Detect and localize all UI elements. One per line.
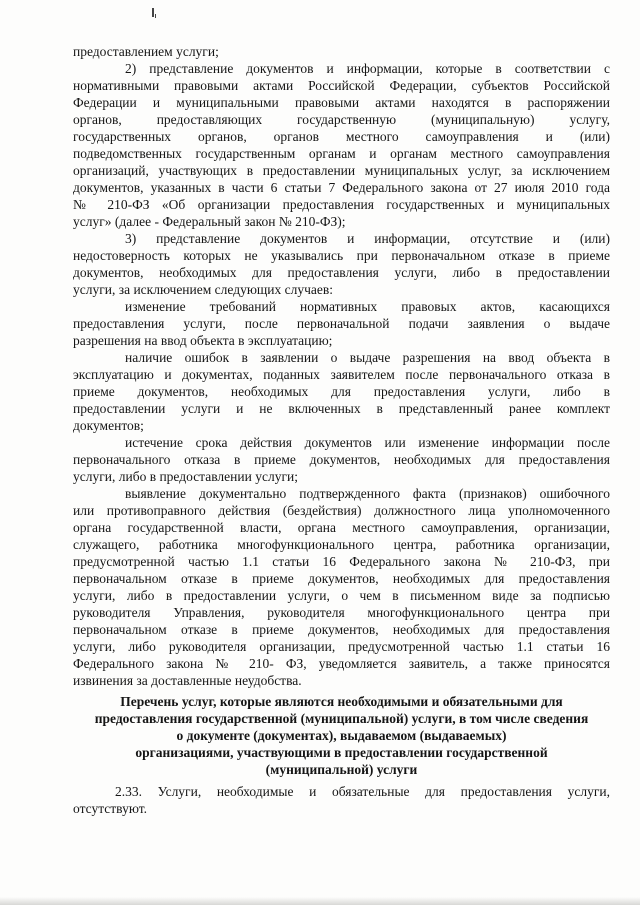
text-line: услуги, либо в предоставлении услуги, о чем в письменном виде за подписью bbox=[73, 588, 610, 603]
text-line: изменение требований нормативных правовых актов, касающихся bbox=[125, 299, 610, 314]
text-line: служащего, работника многофункционального центра, работника организации, bbox=[73, 537, 610, 552]
text-line: приеме документов, необходимых для предоставления услуги, либо в bbox=[73, 384, 610, 399]
text-line: извинения за доставленные неудобства. bbox=[73, 673, 302, 688]
text-line: выявление документально подтвержденного факта (признаков) ошибочного bbox=[125, 486, 610, 501]
scan-speck bbox=[152, 8, 154, 17]
text-line: органов, предоставляющих государственную (муниципальную) услугу, bbox=[73, 112, 610, 127]
text-line: первоначальном отказе в приеме документов, необходимых для предоставления bbox=[73, 622, 610, 637]
text-line: 3) представление документов и информации, отсутствие и (или) bbox=[125, 231, 610, 246]
heading-line: Перечень услуг, которые являются необходимыми и обязательными для bbox=[120, 694, 563, 709]
text-line: предоставлении услуги и не включенных в представленный ранее комплект bbox=[73, 401, 610, 416]
text-line: наличие ошибок в заявлении о выдаче разрешения на ввод объекта в bbox=[125, 350, 610, 365]
scan-speck bbox=[155, 14, 156, 18]
text-line: услуги, за исключением следующих случаев: bbox=[73, 282, 334, 297]
text-line: или противоправного действия (бездействия) должностного лица уполномоченного bbox=[73, 503, 610, 518]
text-line: услуги, либо в предоставлении услуги; bbox=[73, 469, 298, 484]
text-line: руководителя Управления, руководителя многофункционального центра при bbox=[73, 605, 610, 620]
text-line: 2.33. Услуги, необходимые и обязательные для предоставления услуги, bbox=[115, 784, 610, 799]
text-line: подведомственных государственным органам и органам местного самоуправления bbox=[73, 146, 610, 161]
text-line: разрешения на ввод объекта в эксплуатацию; bbox=[73, 333, 333, 348]
text-line: первоначальном отказе в приеме документов, необходимых для предоставления bbox=[73, 571, 610, 586]
text-line: истечение срока действия документов или изменение информации после bbox=[125, 435, 610, 450]
text-line: организаций, участвующих в предоставлении муниципальных услуг, за исключением bbox=[73, 163, 610, 178]
text-line: 2) представление документов и информации, которые в соответствии с bbox=[125, 61, 610, 76]
heading-line: предоставления государственной (муниципальной) услуги, в том числе сведения bbox=[94, 711, 589, 726]
text-line: Федерации и муниципальными правовыми актами находятся в распоряжении bbox=[73, 95, 610, 110]
scan-edge bbox=[0, 897, 640, 905]
text-line: предоставлением услуги; bbox=[73, 44, 219, 59]
text-line: государственных органов, органов местного самоуправления и (или) bbox=[73, 129, 610, 144]
heading-line: организациями, участвующими в предоставлении государственной bbox=[135, 745, 548, 760]
text-line: нормативными правовыми актами Российской Федерации, субъектов Российской bbox=[73, 78, 610, 93]
heading-line: (муниципальной) услуги bbox=[265, 762, 418, 777]
text-line: услуги, либо руководителя организации, предусмотренной частью 1.1 статьи 16 bbox=[73, 639, 610, 654]
text-line: недостоверность которых не указывались при первоначальном отказе в приеме bbox=[73, 248, 610, 263]
text-line: Федерального закона № 210- ФЗ, уведомляется заявитель, а также приносятся bbox=[73, 656, 610, 671]
heading-line: о документе (документах), выдаваемом (выдаваемых) bbox=[176, 728, 507, 743]
text-line: услуг» (далее - Федеральный закон № 210-ФЗ); bbox=[73, 214, 346, 229]
text-line: отсутствуют. bbox=[73, 801, 147, 816]
text-line: предусмотренной частью 1.1 статьи 16 Федерального закона № 210-ФЗ, при bbox=[73, 554, 610, 569]
text-line: документов, необходимых для предоставления услуги, либо в предоставлении bbox=[73, 265, 610, 280]
text-line: первоначального отказа в приеме документов, необходимых для предоставления bbox=[73, 452, 610, 467]
text-line: предоставления услуги, после первоначальной подачи заявления о выдаче bbox=[73, 316, 610, 331]
text-line: эксплуатацию и документах, поданных заявителем после первоначального отказа в bbox=[73, 367, 610, 382]
text-line: документов, указанных в части 6 статьи 7 Федерального закона от 27 июля 2010 года bbox=[73, 180, 610, 195]
text-line: № 210-ФЗ «Об организации предоставления государственных и муниципальных bbox=[73, 197, 610, 212]
text-line: документов; bbox=[73, 418, 144, 433]
text-line: органа государственной власти, органа местного самоуправления, организации, bbox=[73, 520, 610, 535]
